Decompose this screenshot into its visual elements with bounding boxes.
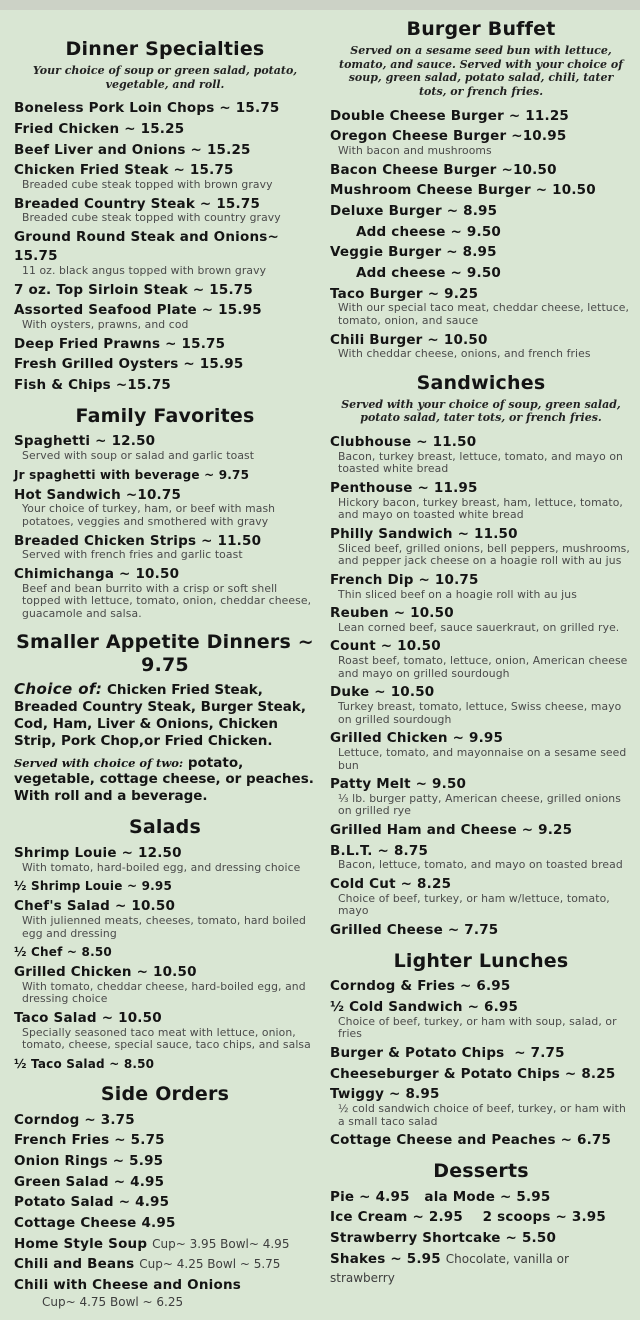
menu-item bbox=[330, 262, 632, 282]
menu-item bbox=[14, 1053, 316, 1072]
menu-item-label: 7 oz. Top Sirloin Steak ~ 15.75 bbox=[14, 281, 253, 298]
section-note: Your choice of soup or green salad, potato, vegetable, and roll. bbox=[32, 63, 298, 91]
menu-item-desc: Hickory bacon, turkey breast, ham, lettuce, tomato, and mayo on toasted white bread bbox=[338, 495, 623, 522]
menu-item-label: Burger & Potato Chips ~ 7.75 bbox=[330, 1044, 565, 1061]
section-title: Desserts bbox=[433, 1159, 529, 1182]
menu-item-label: Veggie Burger ~ 8.95 bbox=[330, 244, 497, 261]
paragraph-text: Chicken Fried Steak, Breaded Country Steak, Burger Steak, Cod, Ham, Liver & Onions, Chicken Strip, Pork Chop,or Fried Chicken. bbox=[14, 682, 306, 749]
menu-item bbox=[330, 840, 632, 872]
menu-item-label: Corndog ~ 3.75 bbox=[14, 1111, 135, 1128]
menu-item-label: Home Style Soup bbox=[14, 1235, 153, 1252]
menu-item bbox=[14, 279, 316, 299]
section-title: Sandwiches bbox=[416, 371, 546, 394]
section-title: Smaller Appetite Dinners ~ 9.75 bbox=[16, 631, 314, 677]
menu-item bbox=[14, 193, 316, 225]
menu-item bbox=[14, 1191, 316, 1211]
menu-item bbox=[330, 1083, 632, 1128]
menu-item-desc: With bacon and mushrooms bbox=[338, 144, 492, 158]
menu-item bbox=[330, 1248, 632, 1287]
menu-item bbox=[330, 1227, 632, 1247]
section-salads bbox=[14, 816, 316, 1072]
menu-item-desc: Served with soup or salad and garlic toast bbox=[22, 449, 255, 463]
menu-item-price-tail: Cup~ 4.25 Bowl ~ 5.75 bbox=[139, 1257, 281, 1272]
menu-item bbox=[330, 1042, 632, 1062]
menu-item-label: Assorted Seafood Plate ~ 15.95 bbox=[14, 302, 262, 319]
menu-item-label: Reuben ~ 10.50 bbox=[330, 605, 454, 622]
menu-item bbox=[330, 241, 632, 261]
menu-item-label: ½ Chef ~ 8.50 bbox=[14, 945, 112, 960]
menu-item-label: ½ Taco Salad ~ 8.50 bbox=[14, 1056, 155, 1071]
menu-item-label: Shrimp Louie ~ 12.50 bbox=[14, 844, 182, 861]
menu-item-label: Grilled Cheese ~ 7.75 bbox=[330, 921, 499, 938]
menu-item bbox=[14, 1007, 316, 1052]
menu-item-desc: Choice of beef, turkey, or ham w/lettuce, tomato, mayo bbox=[338, 891, 610, 918]
menu-item-label: Potato Salad ~ 4.95 bbox=[14, 1194, 170, 1211]
menu-item bbox=[14, 353, 316, 373]
menu-item bbox=[330, 523, 632, 568]
menu-item bbox=[330, 1063, 632, 1083]
menu-item bbox=[330, 569, 632, 601]
menu-item-label: Breaded Chicken Strips ~ 11.50 bbox=[14, 532, 262, 549]
menu-item bbox=[330, 329, 632, 361]
menu-item-label: ½ Shrimp Louie ~ 9.95 bbox=[14, 879, 172, 894]
paragraph-text: potato, vegetable, cottage cheese, or peaches. With roll and a beverage. bbox=[14, 754, 314, 805]
menu-item-desc: Breaded cube steak topped with brown gravy bbox=[22, 177, 273, 191]
menu-item-label: B.L.T. ~ 8.75 bbox=[330, 842, 429, 859]
menu-item bbox=[330, 819, 632, 839]
menu-item-desc: Specially seasoned taco meat with lettuce, onion, tomato, cheese, special sauce, taco chips, and salsa bbox=[22, 1025, 311, 1052]
section-note: Served on a sesame seed bun with lettuce, tomato, and sauce. Served with your choice of soup, green salad, potato salad, chili, tater tots, or french fries. bbox=[339, 43, 623, 99]
section-lighter-lunches bbox=[330, 950, 632, 1149]
menu-item bbox=[14, 895, 316, 940]
menu-item bbox=[14, 941, 316, 960]
menu-item-label: Grilled Chicken ~ 10.50 bbox=[14, 964, 197, 981]
menu-item-label: Fried Chicken ~ 15.25 bbox=[14, 120, 185, 137]
menu-item-label: French Dip ~ 10.75 bbox=[330, 571, 479, 588]
menu-item bbox=[14, 430, 316, 462]
section-title: Salads bbox=[129, 816, 201, 839]
menu-item-label: Clubhouse ~ 11.50 bbox=[330, 434, 477, 451]
menu-item bbox=[14, 842, 316, 874]
menu-item bbox=[14, 226, 316, 278]
section-side-orders bbox=[14, 1083, 316, 1309]
menu-item-desc: With tomato, cheddar cheese, hard-boiled egg, and dressing choice bbox=[22, 979, 306, 1006]
menu-item bbox=[330, 635, 632, 680]
menu-item bbox=[14, 1171, 316, 1191]
section-note: Served with your choice of soup, green salad, potato salad, tater tots, or french fries. bbox=[341, 397, 621, 425]
menu-item bbox=[14, 530, 316, 562]
menu-item-label: Oregon Cheese Burger ~10.95 bbox=[330, 128, 567, 145]
menu-item bbox=[330, 159, 632, 179]
menu-item bbox=[14, 374, 316, 394]
menu-item-desc: 11 oz. black angus topped with brown gravy bbox=[22, 264, 267, 278]
menu-item bbox=[330, 602, 632, 634]
menu-item-desc: Choice of beef, turkey, or ham with soup, salad, or fries bbox=[338, 1014, 617, 1041]
menu-item bbox=[14, 961, 316, 1006]
menu-item-price-tail: Cup~ 4.75 Bowl ~ 6.25 bbox=[42, 1294, 184, 1309]
menu-item-desc: With julienned meats, cheeses, tomato, hard boiled egg and dressing bbox=[22, 913, 306, 940]
menu-item bbox=[14, 1150, 316, 1170]
section-title: Lighter Lunches bbox=[393, 949, 569, 972]
menu-item bbox=[330, 1129, 632, 1149]
menu-item-desc: With cheddar cheese, onions, and french fries bbox=[338, 347, 591, 361]
section-title: Burger Buffet bbox=[406, 18, 556, 40]
menu-item bbox=[330, 996, 632, 1041]
menu-item bbox=[14, 464, 316, 483]
menu-item bbox=[330, 431, 632, 476]
menu-item-label: Onion Rings ~ 5.95 bbox=[14, 1153, 164, 1170]
menu-item-label: Ice Cream ~ 2.95 2 scoops ~ 3.95 bbox=[330, 1209, 606, 1226]
menu-item bbox=[330, 477, 632, 522]
menu-item-desc: Bacon, lettuce, tomato, and mayo on toasted bread bbox=[338, 858, 623, 872]
menu-item-label: Add cheese ~ 9.50 bbox=[356, 223, 502, 240]
menu-item bbox=[330, 221, 632, 241]
menu-item bbox=[330, 773, 632, 818]
menu-item-desc: With our special taco meat, cheddar cheese, lettuce, tomato, onion, and sauce bbox=[338, 301, 630, 327]
menu-column-right bbox=[330, 16, 632, 1320]
section-title: Side Orders bbox=[100, 1082, 230, 1105]
menu-item bbox=[14, 1274, 316, 1309]
menu-item bbox=[14, 299, 316, 331]
section-paragraph bbox=[14, 755, 316, 806]
menu-item bbox=[14, 118, 316, 138]
menu-item bbox=[330, 125, 632, 157]
menu-item-label: Green Salad ~ 4.95 bbox=[14, 1173, 165, 1190]
menu-item bbox=[14, 139, 316, 159]
menu-item-desc: With oysters, prawns, and cod bbox=[22, 318, 189, 332]
menu-item bbox=[330, 873, 632, 918]
menu-item-label: French Fries ~ 5.75 bbox=[14, 1132, 165, 1149]
menu-item-label: Penthouse ~ 11.95 bbox=[330, 480, 478, 497]
menu-item-desc: Roast beef, tomato, lettuce, onion, American cheese and mayo on grilled sourdough bbox=[338, 654, 628, 680]
menu-item-label: Count ~ 10.50 bbox=[330, 638, 441, 655]
menu-item-label: Shakes ~ 5.95 bbox=[330, 1250, 446, 1267]
menu-item bbox=[14, 484, 316, 529]
menu-item-label: Boneless Pork Loin Chops ~ 15.75 bbox=[14, 100, 280, 117]
top-strip bbox=[0, 0, 640, 10]
menu-item-label: Chimichanga ~ 10.50 bbox=[14, 565, 180, 582]
menu-item-label: Philly Sandwich ~ 11.50 bbox=[330, 525, 518, 542]
section-family-favorites bbox=[14, 405, 316, 621]
section-title: Dinner Specialties bbox=[65, 38, 265, 60]
menu-item-label: Duke ~ 10.50 bbox=[330, 684, 435, 701]
menu-item-desc: Breaded cube steak topped with country gravy bbox=[22, 211, 281, 225]
menu-item-label: Cottage Cheese and Peaches ~ 6.75 bbox=[330, 1132, 612, 1149]
menu-item bbox=[14, 1233, 316, 1253]
menu-item-label: Breaded Country Steak ~ 15.75 bbox=[14, 195, 261, 212]
menu-item-label: Jr spaghetti with beverage ~ 9.75 bbox=[14, 467, 250, 482]
paragraph-lead: Choice of: bbox=[14, 680, 103, 699]
section-sandwiches bbox=[330, 372, 632, 939]
menu-item-desc: Turkey breast, tomato, lettuce, Swiss cheese, mayo on grilled sourdough bbox=[338, 700, 622, 726]
menu-item-price-tail: Cup~ 3.95 Bowl~ 4.95 bbox=[152, 1236, 290, 1251]
menu-item-label: Double Cheese Burger ~ 11.25 bbox=[330, 107, 570, 124]
menu-item bbox=[330, 283, 632, 328]
menu-item-label: Fish & Chips ~15.75 bbox=[14, 377, 172, 394]
menu-item-label: Spaghetti ~ 12.50 bbox=[14, 433, 156, 450]
menu-page bbox=[0, 10, 640, 1320]
menu-item-label: Patty Melt ~ 9.50 bbox=[330, 776, 467, 793]
menu-item bbox=[14, 563, 316, 621]
menu-item-label: Chili Burger ~ 10.50 bbox=[330, 331, 488, 348]
section-paragraph bbox=[14, 680, 316, 750]
menu-item-price-tail: Chocolate, vanilla or strawberry bbox=[330, 1251, 569, 1286]
menu-item bbox=[330, 727, 632, 772]
menu-item bbox=[330, 975, 632, 995]
menu-item bbox=[330, 681, 632, 726]
menu-item-label: Bacon Cheese Burger ~10.50 bbox=[330, 161, 557, 178]
menu-item bbox=[14, 1212, 316, 1232]
menu-item-label: Chili with Cheese and Onions bbox=[14, 1277, 242, 1294]
menu-item-label: Mushroom Cheese Burger ~ 10.50 bbox=[330, 182, 596, 199]
menu-item bbox=[14, 1253, 316, 1273]
paragraph-lead: Served with choice of two: bbox=[14, 755, 184, 770]
menu-item-desc: Bacon, turkey breast, lettuce, tomato, and mayo on toasted white bread bbox=[338, 449, 623, 476]
menu-item-label: Grilled Chicken ~ 9.95 bbox=[330, 730, 504, 747]
menu-item-label: Corndog & Fries ~ 6.95 bbox=[330, 978, 511, 995]
menu-item bbox=[14, 333, 316, 353]
menu-item-label: Chef's Salad ~ 10.50 bbox=[14, 898, 176, 915]
menu-item-label: Chili and Beans bbox=[14, 1256, 140, 1273]
menu-item bbox=[14, 875, 316, 894]
menu-item-label: Fresh Grilled Oysters ~ 15.95 bbox=[14, 356, 244, 373]
section-smaller-appetite-dinners-9-75 bbox=[14, 631, 316, 805]
menu-item bbox=[14, 1129, 316, 1149]
menu-item-label: Taco Burger ~ 9.25 bbox=[330, 285, 479, 302]
menu-item-desc: Beef and bean burrito with a crisp or soft shell topped with lettuce, tomato, onion, cheddar cheese, guacamole and salsa. bbox=[22, 581, 312, 620]
menu-item bbox=[330, 919, 632, 939]
menu-item-desc: Your choice of turkey, ham, or beef with mash potatoes, veggies and smothered with gravy bbox=[22, 502, 276, 529]
menu-item bbox=[14, 159, 316, 191]
menu-item-desc: Sliced beef, grilled onions, bell peppers, mushrooms, and pepper jack cheese on a hoagie roll with au jus bbox=[338, 541, 630, 568]
menu-item bbox=[330, 105, 632, 125]
menu-item bbox=[330, 1206, 632, 1226]
menu-item-label: Grilled Ham and Cheese ~ 9.25 bbox=[330, 822, 573, 839]
section-burger-buffet bbox=[330, 18, 632, 361]
menu-item-label: Pie ~ 4.95 ala Mode ~ 5.95 bbox=[330, 1188, 551, 1205]
menu-item-label: Twiggy ~ 8.95 bbox=[330, 1086, 440, 1103]
menu-item-desc: Lettuce, tomato, and mayonnaise on a sesame seed bun bbox=[338, 745, 627, 772]
section-desserts bbox=[330, 1160, 632, 1286]
menu-item-label: Beef Liver and Onions ~ 15.25 bbox=[14, 141, 251, 158]
menu-item-label: Deluxe Burger ~ 8.95 bbox=[330, 203, 498, 220]
menu-item-label: Chicken Fried Steak ~ 15.75 bbox=[14, 162, 234, 179]
menu-item-label: Taco Salad ~ 10.50 bbox=[14, 1010, 162, 1027]
menu-item-desc: With tomato, hard-boiled egg, and dressing choice bbox=[22, 860, 301, 874]
menu-item-desc: Lean corned beef, sauce sauerkraut, on grilled rye. bbox=[338, 620, 620, 634]
menu-item-label: Hot Sandwich ~10.75 bbox=[14, 486, 182, 503]
menu-item-label: Cottage Cheese 4.95 bbox=[14, 1215, 176, 1232]
menu-item-label: Deep Fried Prawns ~ 15.75 bbox=[14, 335, 226, 352]
menu-item-label: Ground Round Steak and Onions~ 15.75 bbox=[14, 228, 284, 265]
menu-item-desc: ⅓ lb. burger patty, American cheese, grilled onions on grilled rye bbox=[338, 791, 621, 818]
menu-item bbox=[330, 1186, 632, 1206]
menu-item bbox=[330, 179, 632, 199]
menu-item-label: ½ Cold Sandwich ~ 6.95 bbox=[330, 999, 519, 1016]
menu-item bbox=[14, 1109, 316, 1129]
menu-item-desc: Served with french fries and garlic toast bbox=[22, 548, 243, 562]
menu-item bbox=[330, 200, 632, 220]
menu-item bbox=[14, 97, 316, 117]
menu-item-desc: Thin sliced beef on a hoagie roll with au jus bbox=[338, 587, 577, 601]
menu-item-desc: ½ cold sandwich choice of beef, turkey, or ham with a small taco salad bbox=[338, 1101, 626, 1128]
section-title: Family Favorites bbox=[75, 404, 255, 427]
section-dinner-specialties bbox=[14, 38, 316, 394]
menu-item-label: Cheeseburger & Potato Chips ~ 8.25 bbox=[330, 1065, 616, 1082]
menu-item-label: Add cheese ~ 9.50 bbox=[356, 265, 502, 282]
menu-item-label: Strawberry Shortcake ~ 5.50 bbox=[330, 1229, 557, 1246]
menu-column-left bbox=[14, 16, 316, 1320]
menu-item-label: Cold Cut ~ 8.25 bbox=[330, 876, 452, 892]
